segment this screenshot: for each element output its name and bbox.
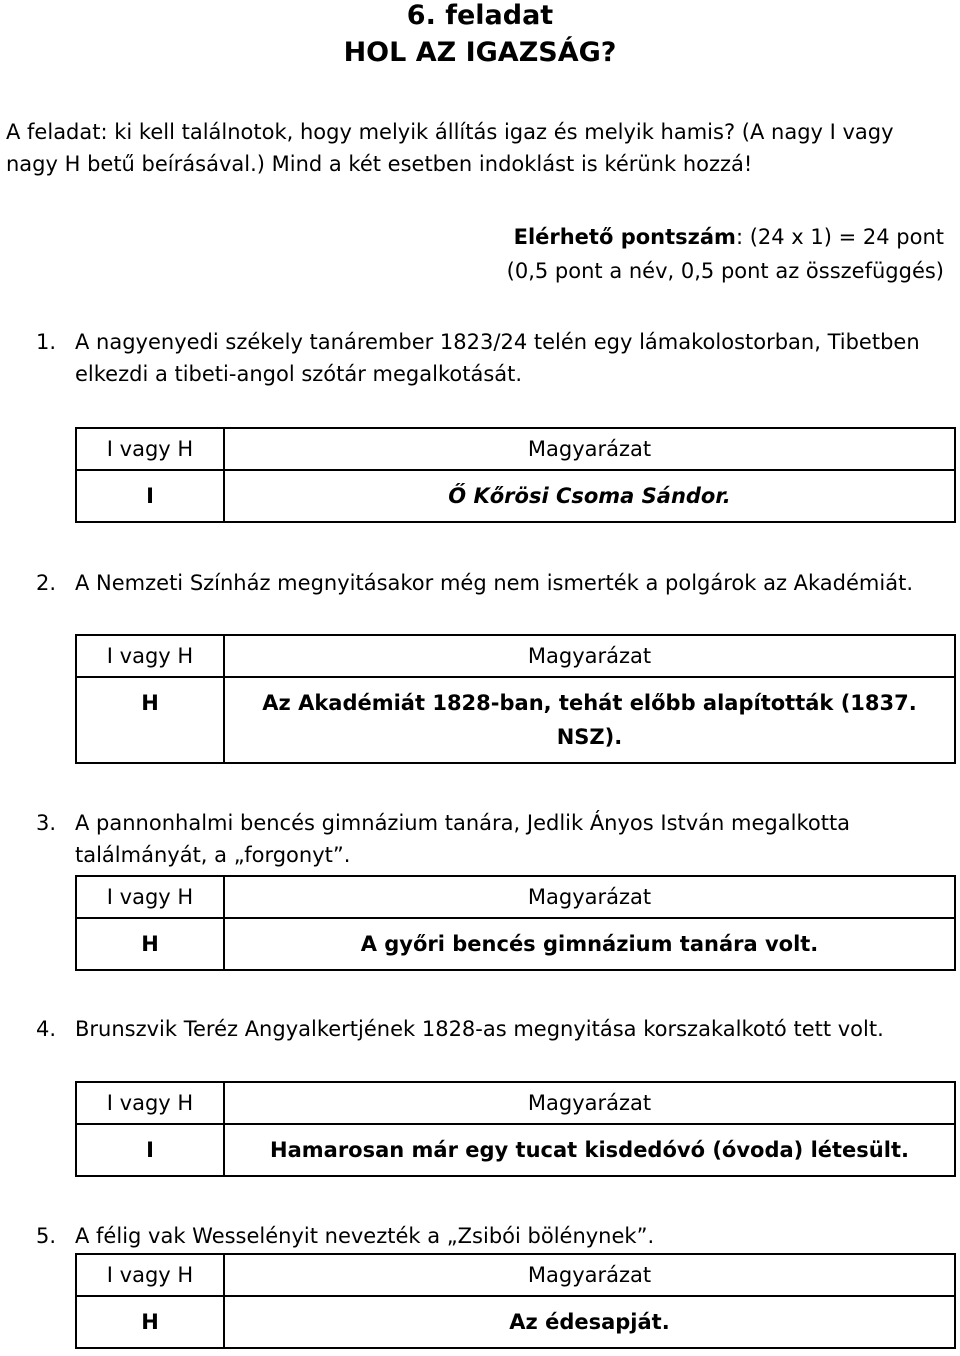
points-value: : (24 x 1) = 24 pont bbox=[735, 225, 944, 249]
question-text: A pannonhalmi bencés gimnázium tanára, Jedlik Ányos István megalkotta találmányát, a „forgonyt”. bbox=[75, 811, 851, 867]
column-header-true-false: I vagy H bbox=[77, 1083, 225, 1123]
column-header-true-false: I vagy H bbox=[77, 877, 225, 917]
answer-row bbox=[77, 917, 954, 969]
answer-table-4 bbox=[75, 1081, 956, 1177]
answer-value: I bbox=[77, 471, 225, 521]
question-number: 3. bbox=[36, 811, 57, 835]
table-header-row bbox=[77, 877, 954, 917]
answer-explanation: Ő Kőrösi Csoma Sándor. bbox=[448, 484, 731, 508]
table-header-row bbox=[77, 1255, 954, 1295]
question-text: A nagyenyedi székely tanárember 1823/24 telén egy lámakolostorban, Tibetben elkezdi a tibeti-angol szótár megalkotását. bbox=[75, 330, 920, 386]
question-text: Brunszvik Teréz Angyalkertjének 1828-as megnyitása korszakalkotó tett volt. bbox=[75, 1017, 884, 1041]
points-label: Elérhető pontszám bbox=[513, 225, 736, 249]
points-line bbox=[507, 220, 944, 254]
question-number: 4. bbox=[36, 1017, 57, 1041]
answer-value: H bbox=[77, 1297, 225, 1347]
page-title: HOL AZ IGAZSÁG? bbox=[343, 37, 617, 68]
answer-value: H bbox=[77, 919, 225, 969]
answer-explanation: Hamarosan már egy tucat kisdedóvó (óvoda) létesült. bbox=[270, 1138, 909, 1162]
answer-table-3 bbox=[75, 875, 956, 971]
column-header-explanation: Magyarázat bbox=[527, 644, 652, 668]
column-header-true-false: I vagy H bbox=[77, 1255, 225, 1295]
answer-value: I bbox=[77, 1125, 225, 1175]
task-number: 6. feladat bbox=[406, 0, 554, 31]
question-number: 2. bbox=[36, 571, 57, 595]
answer-row bbox=[77, 469, 954, 521]
question-2 bbox=[36, 567, 936, 599]
answer-table-2 bbox=[75, 634, 956, 764]
answer-table-1 bbox=[75, 427, 956, 523]
answer-explanation: Az édesapját. bbox=[509, 1310, 670, 1334]
answer-value: H bbox=[77, 678, 225, 762]
answer-row bbox=[77, 676, 954, 762]
table-header-row bbox=[77, 636, 954, 676]
column-header-explanation: Magyarázat bbox=[527, 437, 652, 461]
column-header-explanation: Magyarázat bbox=[527, 1091, 652, 1115]
answer-row bbox=[77, 1295, 954, 1347]
answer-row bbox=[77, 1123, 954, 1175]
question-number: 1. bbox=[36, 330, 57, 354]
column-header-explanation: Magyarázat bbox=[527, 885, 652, 909]
points-detail: (0,5 pont a név, 0,5 pont az összefüggés) bbox=[506, 259, 944, 283]
question-4 bbox=[36, 1013, 936, 1045]
answer-explanation: A győri bencés gimnázium tanára volt. bbox=[360, 932, 819, 956]
question-5 bbox=[36, 1220, 936, 1252]
table-header-row bbox=[77, 429, 954, 469]
answer-explanation: Az Akadémiát 1828-ban, tehát előbb alapították (1837. NSZ). bbox=[262, 691, 917, 749]
points-info bbox=[507, 220, 944, 288]
table-header-row bbox=[77, 1083, 954, 1123]
question-text: A félig vak Wesselényit nevezték a „Zsibói bölénynek”. bbox=[75, 1224, 655, 1248]
question-1 bbox=[36, 326, 936, 390]
question-text: A Nemzeti Színház megnyitásakor még nem ismerték a polgárok az Akadémiát. bbox=[75, 571, 913, 595]
task-instructions: A feladat: ki kell találnotok, hogy melyik állítás igaz és melyik hamis? (A nagy I vagy nagy H betű beírásával.) Mind a két esetben indoklást is kérünk hozzá! bbox=[6, 120, 894, 176]
question-number: 5. bbox=[36, 1224, 57, 1248]
column-header-true-false: I vagy H bbox=[77, 429, 225, 469]
column-header-true-false: I vagy H bbox=[77, 636, 225, 676]
column-header-explanation: Magyarázat bbox=[527, 1263, 652, 1287]
question-3 bbox=[36, 807, 936, 871]
answer-table-5 bbox=[75, 1253, 956, 1349]
